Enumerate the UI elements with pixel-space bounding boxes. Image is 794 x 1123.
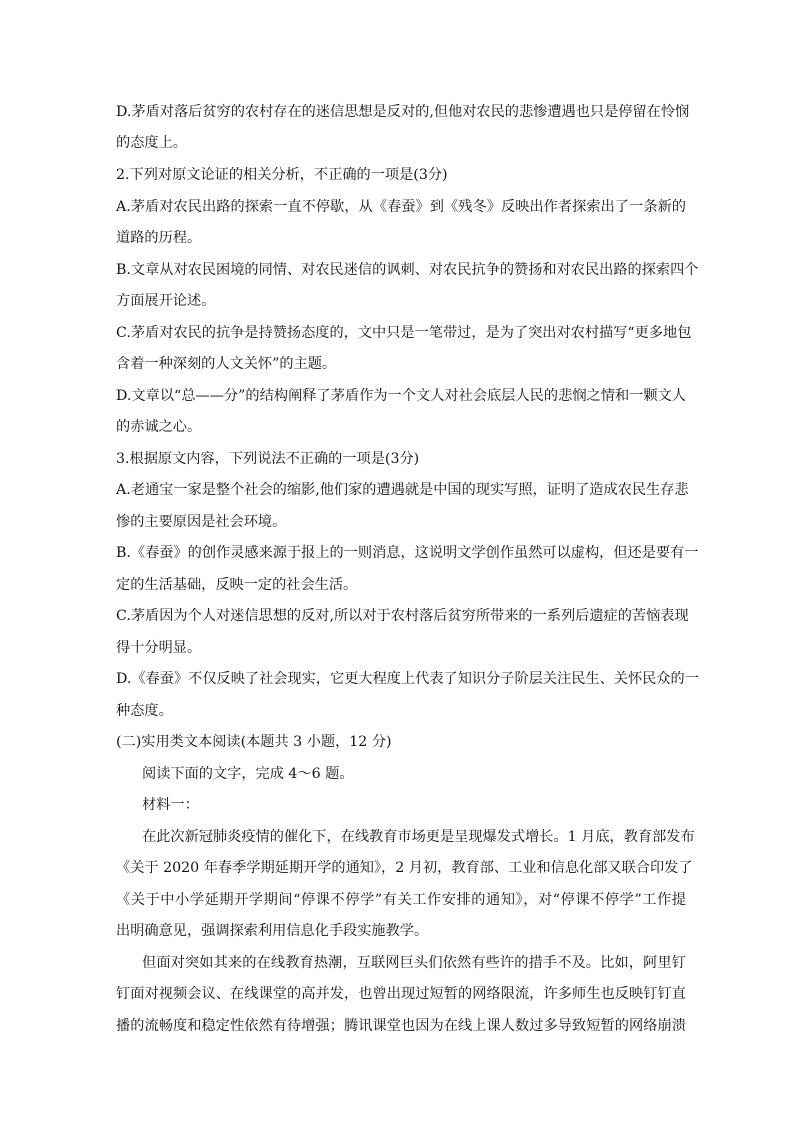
option-a-q2-line2: 道路的历程。 (116, 230, 202, 246)
reading-instruction: 阅读下面的文字，完成 4～6 题。 (142, 766, 354, 782)
option-d-q1-line2: 的态度上。 (116, 135, 187, 151)
option-b-q2-line1: B.文章从对农民困境的同情、对农民迷信的讽刺、对农民抗争的赞扬和对农民出路的探索四个 (116, 262, 699, 278)
material-para1-line4: 出明确意见，强调探索利用信息化手段实施教学。 (116, 923, 429, 939)
question-2-stem: 2.下列对原文论证的相关分析，不正确的一项是(3分) (116, 167, 448, 183)
material-para2-line2: 钉面对视频会议、在线课堂的高并发，也曾出现过短暂的网络限流，许多师生也反映钉钉直 (116, 986, 686, 1002)
option-b-q2-line2: 方面展开论述。 (116, 293, 216, 309)
option-d-q1-line1: D.茅盾对落后贫穷的农村存在的迷信思想是反对的,但他对农民的悲惨遭遇也只是停留在怜悯 (116, 104, 690, 120)
option-b-q3-line1: B.《春蚕》的创作灵感来源于报上的一则消息，这说明文学创作虽然可以虚构，但还是要有一 (116, 545, 699, 561)
option-c-q3-line2: 得十分明显。 (116, 640, 202, 656)
option-d-q3-line2: 种态度。 (116, 703, 173, 719)
material-para2-line1: 但面对突如其来的在线教育热潮，互联网巨头们依然有些许的措手不及。比如，阿里钉 (142, 955, 686, 971)
option-a-q3-line2: 惨的主要原因是社会环境。 (116, 514, 287, 530)
option-d-q3-line1: D.《春蚕》不仅反映了社会现实，它更大程度上代表了知识分子阶层关注民生、关怀民众的一 (116, 671, 699, 687)
material-label: 材料一： (142, 797, 199, 813)
material-para1-line1: 在此次新冠肺炎疫情的催化下，在线教育市场更是呈现爆发式增长。1 月底，教育部发布 (142, 829, 695, 845)
material-para1-line3: 《关于中小学延期开学期间“停课不停学”有关工作安排的通知》，对“停课不停学”工作提 (116, 892, 686, 908)
option-d-q2-line1: D.文章以“总——分”的结构阐释了茅盾作为一个文人对社会底层人民的悲悯之情和一颗文人 (116, 388, 686, 404)
option-c-q2-line2: 含着一种深刻的人文关怀”的主题。 (116, 356, 337, 372)
material-para1-line2: 《关于 2020 年春季学期延期开学的通知》，2 月初，教育部、工业和信息化部又联合印发了 (116, 860, 693, 876)
material-para2-line3: 播的流畅度和稳定性依然有待增强；腾讯课堂也因为在线上课人数过多导致短暂的网络崩溃 (116, 1018, 686, 1034)
question-3-stem: 3.根据原文内容，下列说法不正确的一项是(3分) (116, 451, 420, 467)
option-d-q2-line2: 的赤诚之心。 (116, 419, 202, 435)
section-heading: (二)实用类文本阅读(本题共 3 小题，12 分) (116, 734, 392, 750)
option-c-q3-line1: C.茅盾因为个人对迷信思想的反对,所以对于农村落后贫穷所带来的一系列后遗症的苦恼表现 (116, 608, 689, 624)
option-a-q2-line1: A.茅盾对农民出路的探索一直不停歇，从《春蚕》到《残冬》反映出作者探索出了一条新的 (116, 199, 686, 215)
option-c-q2-line1: C.茅盾对农民的抗争是持赞扬态度的，文中只是一笔带过，是为了突出对农村描写“更多地包 (116, 325, 692, 341)
option-b-q3-line2: 定的生活基础，反映一定的社会生活。 (116, 577, 358, 593)
option-a-q3-line1: A.老通宝一家是整个社会的缩影,他们家的遭遇就是中国的现实写照，证明了造成农民生存悲 (116, 482, 689, 498)
